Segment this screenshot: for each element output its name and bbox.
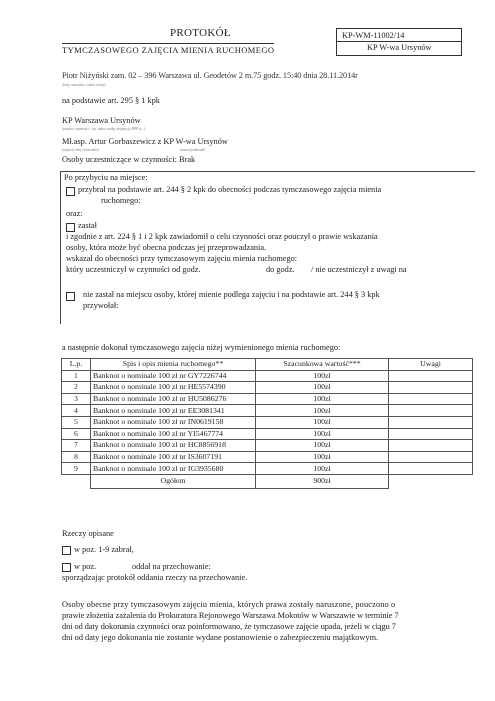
row-value: 100zł xyxy=(256,405,389,417)
unit-caption: (miejsce czynności – np. adres osoby, instytucji, KPP w...) xyxy=(62,127,146,131)
row-lp: 7 xyxy=(62,440,91,452)
row-value: 100zł xyxy=(256,382,389,394)
row-description: Banknot o nominale 100 zł nr HC8856918 xyxy=(91,440,256,452)
person-caption: (imię, nazwisko i adres osoby) xyxy=(62,83,106,87)
header-notes: Uwagi xyxy=(389,359,473,371)
items-table xyxy=(61,358,473,489)
officer-line: Mł.asp. Artur Gorbaszewicz z KP W-wa Ursynów xyxy=(62,137,228,146)
row-notes xyxy=(389,463,473,475)
to-hour-label: do godz. xyxy=(266,265,295,274)
row-notes xyxy=(389,382,473,394)
table-row xyxy=(62,416,473,428)
table-row xyxy=(62,428,473,440)
row-lp: 1 xyxy=(62,370,91,382)
option-not-found-line1: nie zastał na miejscu osoby, której mienie podlega zajęciu i na podstawie art. 244 § 3 kpk xyxy=(83,290,380,299)
officer-caption-right: (nazwa jednostki) xyxy=(180,148,206,152)
arrival-section xyxy=(60,171,475,324)
reference-number: KP-WM-11002/14 xyxy=(342,31,405,40)
row-lp: 2 xyxy=(62,382,91,394)
option-found-label: zastał xyxy=(78,221,97,230)
participants-line: Osoby uczestniczące w czynności: Brak xyxy=(62,155,196,164)
notice-line1: Osoby obecne przy tymczasowym zajęciu mienia, których prawa zostały naruszone, pouczono o xyxy=(62,600,396,609)
row-notes xyxy=(389,393,473,405)
row-notes xyxy=(389,370,473,382)
row-lp: 5 xyxy=(62,416,91,428)
option-not-found-line2: przywołał: xyxy=(83,301,119,310)
notice-line2: prawie złożenia zażalenia do Prokuratora Rejonowego Warszawa Mokotów w Warszawie w terminie 7 xyxy=(62,611,399,620)
items-option-deposited-rest: oddał na przechowanie: xyxy=(132,562,211,571)
row-description: Banknot o nominale 100 zł nr EE3081341 xyxy=(91,405,256,417)
row-notes xyxy=(389,440,473,452)
option-brought-line2: ruchomego: xyxy=(101,196,141,205)
checkbox-deposited[interactable] xyxy=(62,563,71,572)
row-value: 100zł xyxy=(256,463,389,475)
oraz-label: oraz: xyxy=(66,209,83,218)
row-notes xyxy=(389,428,473,440)
items-closing: sporządzając protokół oddania rzeczy na przechowanie. xyxy=(62,573,248,582)
document-title: PROTOKÓŁ xyxy=(170,27,231,39)
items-option-taken: w poz. 1-9 zabrał, xyxy=(74,545,134,554)
row-description: Banknot o nominale 100 zł nr IN0619158 xyxy=(91,416,256,428)
items-option-deposited: w poz. xyxy=(74,562,97,571)
row-lp: 3 xyxy=(62,393,91,405)
table-row xyxy=(62,382,473,394)
reference-box xyxy=(336,28,462,56)
total-label: Ogółem xyxy=(91,474,256,488)
row-notes xyxy=(389,451,473,463)
row-value: 100zł xyxy=(256,451,389,463)
legal-basis: na podstawie art. 295 § 1 kpk xyxy=(62,96,160,105)
indicated-line: wskazał do obecności przy tymczasowym zajęciu mienia ruchomego: xyxy=(66,254,298,263)
table-row xyxy=(62,440,473,452)
checkbox-taken[interactable] xyxy=(62,546,71,555)
officer-caption-left: (stopień, imię i nazwisko) xyxy=(62,148,99,152)
header-lp: L.p. xyxy=(62,359,91,371)
row-description: Banknot o nominale 100 zł nr YI5467774 xyxy=(91,428,256,440)
option-found-line1: i zgodnie z art. 224 § 1 i 2 kpk zawiadomił o celu czynności oraz pouczył o prawie wskazania xyxy=(66,232,378,241)
table-total-row xyxy=(62,474,473,488)
header-value: Szacunkowa wartość*** xyxy=(256,359,389,371)
notice-line4: dni od daty jego dokonania nie zostanie wydane postanowienie o zabezpieczeniu majątkowym. xyxy=(62,633,379,642)
row-description: Banknot o nominale 100 zł nr IS3607191 xyxy=(91,451,256,463)
row-description: Banknot o nominale 100 zł nr IG3935680 xyxy=(91,463,256,475)
table-header-row xyxy=(62,359,473,371)
total-value: 900zł xyxy=(256,474,389,488)
table-row xyxy=(62,370,473,382)
row-value: 100zł xyxy=(256,370,389,382)
checkbox-brought[interactable] xyxy=(66,187,75,196)
notice-line3: dni od daty dokonania czynności oraz poinformowano, że tymczasowe zajęcie upada, jeżeli w ciągu 7 xyxy=(62,622,396,631)
document-subtitle: TYMCZASOWEGO ZAJĘCIA MIENIA RUCHOMEGO xyxy=(62,45,275,55)
row-lp: 6 xyxy=(62,428,91,440)
row-lp: 4 xyxy=(62,405,91,417)
option-found-line2: osoby, która może być obecna podczas jej przeprowadzania. xyxy=(66,243,267,252)
unit-line: KP Warszawa Ursynów xyxy=(62,116,141,125)
checkbox-not-found[interactable] xyxy=(66,292,75,301)
row-description: Banknot o nominale 100 zł nr HU5086276 xyxy=(91,393,256,405)
row-notes xyxy=(389,416,473,428)
row-value: 100zł xyxy=(256,393,389,405)
table-row xyxy=(62,451,473,463)
arrival-heading: Po przybyciu na miejsce: xyxy=(64,173,148,182)
table-row xyxy=(62,405,473,417)
reference-unit: KP W-wa Ursynów xyxy=(367,43,432,52)
items-heading: Rzeczy opisane xyxy=(62,529,114,538)
table-row xyxy=(62,463,473,475)
not-participated-label: / nie uczestniczył z uwagi na xyxy=(311,265,407,274)
participated-line: który uczestniczył w czynności od godz. xyxy=(66,265,201,274)
row-value: 100zł xyxy=(256,416,389,428)
table-row xyxy=(62,393,473,405)
row-description: Banknot o nominale 100 zł nr HE5574390 xyxy=(91,382,256,394)
row-description: Banknot o nominale 100 zł nr GY7226744 xyxy=(91,370,256,382)
row-value: 100zł xyxy=(256,428,389,440)
header-description: Spis i opis mienia ruchomego** xyxy=(91,359,256,371)
option-brought-line1: przybrał na podstawie art. 244 § 2 kpk do obecności podczas tymczasowego zajęcia mienia xyxy=(78,185,382,194)
row-lp: 8 xyxy=(62,451,91,463)
row-notes xyxy=(389,405,473,417)
table-intro: a następnie dokonał tymczasowego zajęcia niżej wymienionego mienia ruchomego: xyxy=(62,343,341,352)
row-lp: 9 xyxy=(62,463,91,475)
person-line: Piotr Niżyński zam. 02 – 396 Warszawa ul. Geodetów 2 m.75 godz. 15:40 dnia 28.11.2014r xyxy=(62,71,358,80)
row-value: 100zł xyxy=(256,440,389,452)
checkbox-found[interactable] xyxy=(66,223,75,232)
